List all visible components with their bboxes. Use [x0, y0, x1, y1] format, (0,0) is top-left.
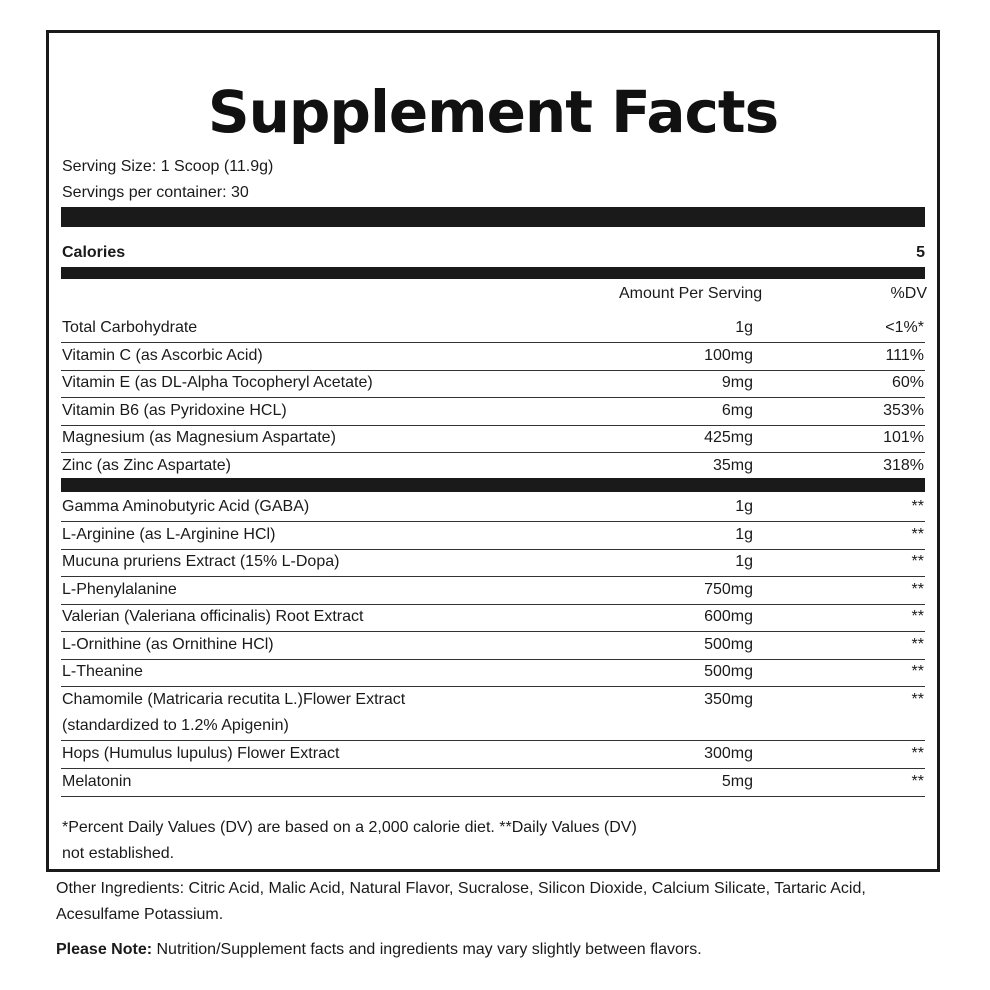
ingredient-dv: ** [911, 691, 924, 708]
ingredient-amount: 1g [735, 526, 753, 543]
nutrient-name: Vitamin B6 (as Pyridoxine HCL) [62, 402, 287, 419]
calories-label: Calories [62, 244, 126, 261]
ingredient-dv: ** [911, 608, 924, 625]
ingredient-name: L-Theanine [62, 663, 143, 680]
nutrient-name: Total Carbohydrate [62, 319, 198, 336]
ingredient-row [61, 741, 925, 769]
ingredient-row [61, 769, 925, 797]
ingredient-amount: 1g [735, 553, 753, 570]
ingredient-amount: 1g [735, 498, 753, 515]
ingredient-amount: 500mg [704, 663, 753, 680]
divider-thick [61, 478, 925, 492]
ingredient-name-detail: (standardized to 1.2% Apigenin) [62, 717, 289, 734]
ingredient-row [61, 687, 925, 741]
ingredient-name: Melatonin [62, 773, 132, 790]
nutrient-name: Vitamin C (as Ascorbic Acid) [62, 347, 263, 364]
divider-thick [61, 207, 925, 227]
ingredient-amount: 5mg [721, 773, 753, 790]
ingredient-name: L-Arginine (as L-Arginine HCl) [62, 526, 276, 543]
nutrient-amount: 1g [735, 319, 753, 336]
ingredient-name: Gamma Aminobutyric Acid (GABA) [62, 498, 310, 515]
nutrient-dv: 111% [885, 347, 924, 364]
ingredient-row [61, 604, 925, 632]
ingredient-amount: 500mg [704, 636, 753, 653]
ingredient-dv: ** [911, 498, 924, 515]
ingredient-name: L-Ornithine (as Ornithine HCl) [62, 636, 274, 653]
ingredient-dv: ** [911, 773, 924, 790]
ingredient-name: Valerian (Valeriana officinalis) Root Extract [62, 608, 364, 625]
dv-column-header: %DV [890, 285, 927, 302]
ingredient-name: Hops (Humulus lupulus) Flower Extract [62, 745, 340, 762]
ingredient-dv: ** [911, 663, 924, 680]
nutrient-dv: <1%* [885, 319, 924, 336]
nutrient-row [61, 398, 925, 426]
nutrient-row [61, 453, 925, 480]
ingredient-row [61, 632, 925, 660]
ingredient-name: Mucuna pruriens Extract (15% L-Dopa) [62, 553, 340, 570]
ingredient-name: L-Phenylalanine [62, 581, 177, 598]
nutrient-row [61, 370, 925, 398]
note-text: Nutrition/Supplement facts and ingredients may vary slightly between flavors. [152, 941, 702, 958]
nutrient-amount: 6mg [721, 402, 753, 419]
footnote-line: not established. [62, 845, 175, 862]
ingredient-amount: 600mg [704, 608, 753, 625]
amount-column-header: Amount Per Serving [619, 285, 763, 302]
nutrient-dv: 353% [883, 402, 924, 419]
divider-thick [61, 267, 925, 279]
nutrient-dv: 60% [891, 374, 924, 391]
ingredient-row [61, 577, 925, 605]
nutrient-row [61, 315, 925, 343]
ingredient-name: Chamomile (Matricaria recutita L.)Flower Extract [62, 691, 406, 708]
serving-size: Serving Size: 1 Scoop (11.9g) [62, 158, 274, 175]
nutrient-amount: 35mg [712, 457, 753, 474]
ingredient-row [61, 494, 925, 522]
calories-value: 5 [916, 244, 925, 261]
nutrient-name: Zinc (as Zinc Aspartate) [62, 457, 231, 474]
please-note [56, 942, 702, 958]
ingredient-row [61, 549, 925, 577]
nutrient-amount: 9mg [721, 374, 753, 391]
nutrient-dv: 101% [883, 429, 924, 446]
ingredient-dv: ** [911, 581, 924, 598]
ingredient-dv: ** [911, 745, 924, 762]
ingredient-dv: ** [911, 636, 924, 653]
page-title: Supplement Facts [207, 78, 779, 146]
ingredient-dv: ** [911, 553, 924, 570]
footnote-line: *Percent Daily Values (DV) are based on a 2,000 calorie diet. **Daily Values (DV) [62, 819, 637, 836]
calories-row [62, 245, 925, 261]
ingredient-amount: 750mg [704, 581, 753, 598]
nutrient-name: Magnesium (as Magnesium Aspartate) [62, 429, 336, 446]
daily-value-footnote [62, 815, 762, 867]
ingredient-row [61, 659, 925, 687]
ingredient-amount: 300mg [704, 745, 753, 762]
ingredient-amount: 350mg [704, 691, 753, 708]
nutrient-row [61, 343, 925, 371]
supplement-facts-panel [46, 30, 940, 872]
nutrient-dv: 318% [883, 457, 924, 474]
nutrient-amount: 100mg [704, 347, 753, 364]
nutrient-amount: 425mg [704, 429, 753, 446]
nutrient-row [61, 425, 925, 453]
servings-per-container: Servings per container: 30 [62, 184, 249, 201]
ingredient-dv: ** [911, 526, 924, 543]
other-ingredients: Other Ingredients: Citric Acid, Malic Acid, Natural Flavor, Sucralose, Silicon Dioxide, Calcium Silicate, Tartaric Acid, Acesulfame Potassium. [56, 880, 866, 923]
ingredient-row [61, 522, 925, 550]
note-lead: Please Note: [56, 941, 153, 958]
nutrient-name: Vitamin E (as DL-Alpha Tocopheryl Acetate) [62, 374, 373, 391]
